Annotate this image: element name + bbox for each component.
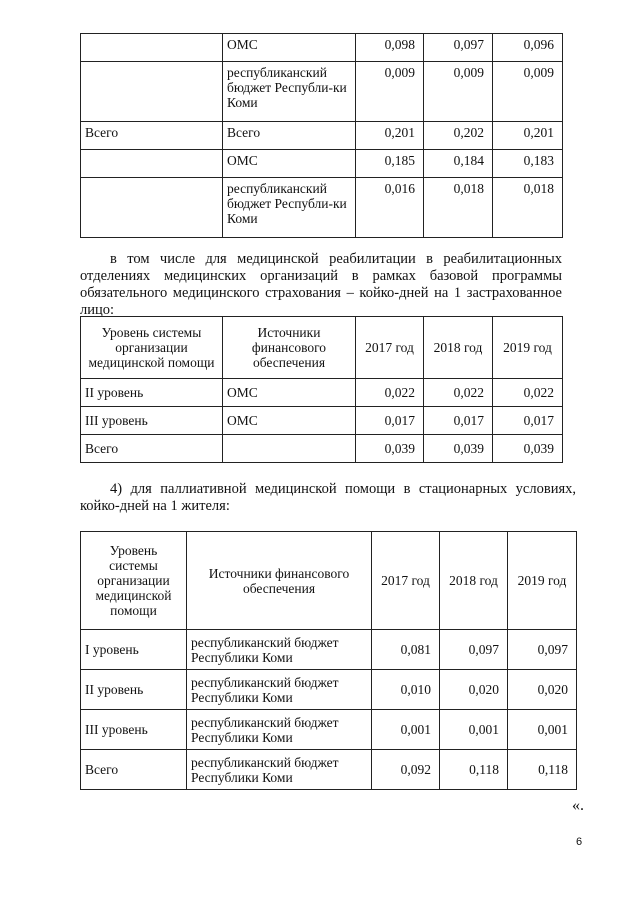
value-2018: 0,202 bbox=[424, 122, 493, 150]
closing-quote: «. bbox=[572, 797, 584, 814]
table-header-row bbox=[81, 532, 577, 630]
value-2018: 0,118 bbox=[440, 750, 508, 790]
table-row bbox=[81, 670, 577, 710]
table-row bbox=[81, 630, 577, 670]
value-2019: 0,009 bbox=[493, 62, 563, 122]
source-cell: республиканский бюджет Республики Коми bbox=[187, 750, 372, 790]
value-2019: 0,097 bbox=[508, 630, 577, 670]
value-2019: 0,118 bbox=[508, 750, 577, 790]
value-2019: 0,022 bbox=[493, 379, 563, 407]
source-cell: республиканский бюджет Республики Коми bbox=[187, 710, 372, 750]
value-2018: 0,039 bbox=[424, 435, 493, 463]
value-2018: 0,009 bbox=[424, 62, 493, 122]
source-cell: ОМС bbox=[223, 407, 356, 435]
header-2017: 2017 год bbox=[356, 317, 424, 379]
paragraph-rehab: в том числе для медицинской реабилитации в реабилитационных отделениях медицинских организаций в рамках базовой программы обязательного медицинского страхования – койко-дней на 1 застрахованное лицо: bbox=[80, 251, 562, 318]
table-rehab bbox=[80, 316, 563, 463]
value-2019: 0,039 bbox=[493, 435, 563, 463]
level-cell: II уровень bbox=[81, 379, 223, 407]
level-cell: Всего bbox=[81, 750, 187, 790]
level-cell: II уровень bbox=[81, 670, 187, 710]
table-row bbox=[81, 435, 563, 463]
level-cell bbox=[81, 62, 223, 122]
source-cell: ОМС bbox=[223, 150, 356, 178]
table-row bbox=[81, 150, 563, 178]
source-cell bbox=[223, 435, 356, 463]
value-2019: 0,020 bbox=[508, 670, 577, 710]
table-row bbox=[81, 62, 563, 122]
source-cell: республиканский бюджет Республи-ки Коми bbox=[223, 62, 356, 122]
value-2018: 0,001 bbox=[440, 710, 508, 750]
source-cell: республиканский бюджет Республи-ки Коми bbox=[223, 178, 356, 238]
table-palliative bbox=[80, 531, 577, 790]
page-number: 6 bbox=[576, 836, 583, 848]
level-cell: Всего bbox=[81, 122, 223, 150]
value-2017: 0,001 bbox=[372, 710, 440, 750]
header-2019: 2019 год bbox=[508, 532, 577, 630]
level-cell: I уровень bbox=[81, 630, 187, 670]
value-2018: 0,017 bbox=[424, 407, 493, 435]
table-top bbox=[80, 33, 563, 238]
value-2017: 0,201 bbox=[356, 122, 424, 150]
value-2017: 0,081 bbox=[372, 630, 440, 670]
value-2017: 0,010 bbox=[372, 670, 440, 710]
value-2017: 0,022 bbox=[356, 379, 424, 407]
table-header-row bbox=[81, 317, 563, 379]
header-2017: 2017 год bbox=[372, 532, 440, 630]
header-level: Уровень системы организации медицинской помощи bbox=[81, 317, 223, 379]
source-cell: республиканский бюджет Республики Коми bbox=[187, 630, 372, 670]
table-row bbox=[81, 407, 563, 435]
value-2018: 0,018 bbox=[424, 178, 493, 238]
level-cell bbox=[81, 178, 223, 238]
source-cell: ОМС bbox=[223, 34, 356, 62]
level-cell bbox=[81, 150, 223, 178]
header-level: Уровень системы организации медицинской помощи bbox=[81, 532, 187, 630]
value-2018: 0,022 bbox=[424, 379, 493, 407]
level-cell: III уровень bbox=[81, 407, 223, 435]
table-row bbox=[81, 710, 577, 750]
header-2018: 2018 год bbox=[440, 532, 508, 630]
source-cell: республиканский бюджет Республики Коми bbox=[187, 670, 372, 710]
value-2018: 0,097 bbox=[424, 34, 493, 62]
header-source: Источники финансового обеспечения bbox=[223, 317, 356, 379]
source-cell: ОМС bbox=[223, 379, 356, 407]
value-2017: 0,039 bbox=[356, 435, 424, 463]
value-2019: 0,201 bbox=[493, 122, 563, 150]
header-2018: 2018 год bbox=[424, 317, 493, 379]
table-row bbox=[81, 750, 577, 790]
value-2018: 0,097 bbox=[440, 630, 508, 670]
value-2017: 0,092 bbox=[372, 750, 440, 790]
value-2017: 0,017 bbox=[356, 407, 424, 435]
value-2019: 0,096 bbox=[493, 34, 563, 62]
table-row bbox=[81, 122, 563, 150]
value-2019: 0,017 bbox=[493, 407, 563, 435]
value-2018: 0,020 bbox=[440, 670, 508, 710]
header-2019: 2019 год bbox=[493, 317, 563, 379]
value-2017: 0,009 bbox=[356, 62, 424, 122]
table-row bbox=[81, 178, 563, 238]
value-2017: 0,185 bbox=[356, 150, 424, 178]
paragraph-palliative: 4) для паллиативной медицинской помощи в стационарных условиях, койко-дней на 1 жителя: bbox=[80, 481, 576, 514]
level-cell bbox=[81, 34, 223, 62]
table-row bbox=[81, 379, 563, 407]
table-row bbox=[81, 34, 563, 62]
level-cell: Всего bbox=[81, 435, 223, 463]
source-cell: Всего bbox=[223, 122, 356, 150]
value-2019: 0,001 bbox=[508, 710, 577, 750]
value-2019: 0,018 bbox=[493, 178, 563, 238]
value-2018: 0,184 bbox=[424, 150, 493, 178]
value-2017: 0,098 bbox=[356, 34, 424, 62]
value-2017: 0,016 bbox=[356, 178, 424, 238]
header-source: Источники финансового обеспечения bbox=[187, 532, 372, 630]
value-2019: 0,183 bbox=[493, 150, 563, 178]
level-cell: III уровень bbox=[81, 710, 187, 750]
